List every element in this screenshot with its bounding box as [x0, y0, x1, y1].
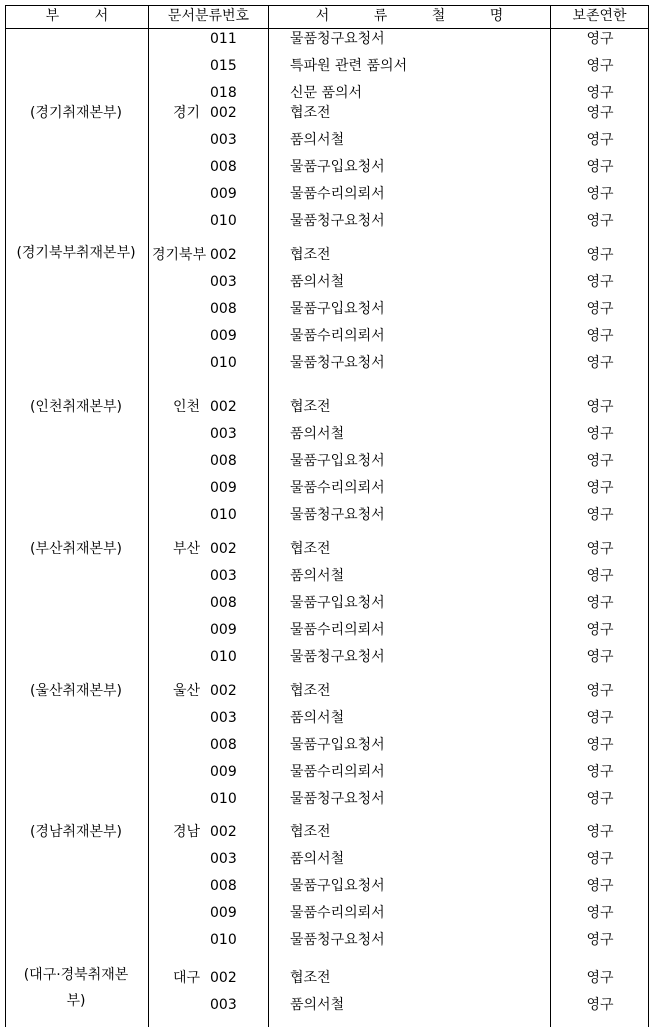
record-title: 협조전	[290, 105, 331, 121]
retention-period: 영구	[586, 905, 614, 921]
record-title: 품의서철	[290, 710, 345, 726]
record-title: 물품청구요청서	[290, 355, 385, 371]
record-title: 품의서철	[290, 851, 345, 867]
class-code: 010	[210, 932, 237, 948]
class-code: 003	[210, 274, 237, 290]
retention-period: 영구	[586, 878, 614, 894]
class-code: 003	[210, 851, 237, 867]
department-name: (경기취재본부)	[29, 105, 123, 121]
header-class-no: 문서분류번호	[167, 8, 250, 24]
record-title: 물품수리의뢰서	[290, 480, 385, 496]
record-title: 협조전	[290, 541, 331, 557]
record-title: 물품구입요청서	[290, 301, 385, 317]
class-category: 대구	[172, 970, 200, 986]
class-code: 011	[210, 31, 237, 47]
retention-period: 영구	[586, 274, 614, 290]
class-code: 003	[210, 997, 237, 1013]
retention-period: 영구	[586, 480, 614, 496]
retention-period: 영구	[586, 159, 614, 175]
retention-period: 영구	[586, 426, 614, 442]
table-border-top	[5, 5, 649, 6]
retention-period: 영구	[586, 970, 614, 986]
class-code: 009	[210, 480, 237, 496]
retention-period: 영구	[586, 683, 614, 699]
column-divider	[268, 5, 269, 1027]
retention-period: 영구	[586, 453, 614, 469]
record-title: 물품청구요청서	[290, 31, 385, 47]
class-category: 경기북부	[152, 247, 207, 263]
class-code: 010	[210, 791, 237, 807]
retention-period: 영구	[586, 213, 614, 229]
retention-period: 영구	[586, 932, 614, 948]
class-code: 008	[210, 453, 237, 469]
class-code: 008	[210, 159, 237, 175]
retention-period: 영구	[586, 851, 614, 867]
class-code: 010	[210, 649, 237, 665]
record-title: 물품수리의뢰서	[290, 186, 385, 202]
department-name: (대구·경북취재본부)	[23, 967, 129, 1009]
record-title: 물품구입요청서	[290, 453, 385, 469]
retention-period: 영구	[586, 541, 614, 557]
record-title: 품의서철	[290, 997, 345, 1013]
record-title: 물품청구요청서	[290, 507, 385, 523]
retention-period: 영구	[586, 132, 614, 148]
department-name: (인천취재본부)	[29, 399, 123, 415]
class-code: 018	[210, 85, 237, 101]
class-code: 008	[210, 878, 237, 894]
record-title: 협조전	[290, 399, 331, 415]
class-code: 003	[210, 710, 237, 726]
record-title: 협조전	[290, 683, 331, 699]
record-title: 물품구입요청서	[290, 159, 385, 175]
class-category: 경기	[172, 105, 200, 121]
class-code: 009	[210, 328, 237, 344]
retention-period: 영구	[586, 58, 614, 74]
retention-period: 영구	[586, 649, 614, 665]
class-code: 010	[210, 355, 237, 371]
header-dept: 부 서	[45, 8, 109, 24]
class-code: 003	[210, 426, 237, 442]
class-code: 009	[210, 186, 237, 202]
record-title: 물품수리의뢰서	[290, 905, 385, 921]
department-name: (부산취재본부)	[29, 541, 123, 557]
class-code: 002	[210, 105, 237, 121]
record-title: 물품청구요청서	[290, 213, 385, 229]
department-name: (경남취재본부)	[29, 824, 123, 840]
record-title: 협조전	[290, 824, 331, 840]
department-name: (경기북부취재본부)	[16, 245, 136, 261]
record-title: 물품청구요청서	[290, 791, 385, 807]
retention-period: 영구	[586, 737, 614, 753]
class-code: 008	[210, 595, 237, 611]
class-code: 010	[210, 507, 237, 523]
record-title: 물품수리의뢰서	[290, 764, 385, 780]
retention-period: 영구	[586, 105, 614, 121]
retention-period: 영구	[586, 247, 614, 263]
record-title: 품의서철	[290, 568, 345, 584]
class-code: 015	[210, 58, 237, 74]
record-title: 물품청구요청서	[290, 649, 385, 665]
record-title: 특파원 관련 품의서	[290, 58, 408, 74]
class-code: 002	[210, 824, 237, 840]
header-divider	[5, 28, 649, 29]
record-title: 협조전	[290, 970, 331, 986]
class-code: 002	[210, 399, 237, 415]
record-title: 물품구입요청서	[290, 878, 385, 894]
column-divider	[550, 5, 551, 1027]
retention-period: 영구	[586, 328, 614, 344]
record-title: 물품수리의뢰서	[290, 622, 385, 638]
class-code: 002	[210, 247, 237, 263]
retention-period: 영구	[586, 997, 614, 1013]
table-border-left	[5, 5, 6, 1027]
record-title: 신문 품의서	[290, 85, 363, 101]
class-code: 009	[210, 764, 237, 780]
record-title: 협조전	[290, 247, 331, 263]
retention-period: 영구	[586, 31, 614, 47]
header-title: 서 류 철 명	[315, 8, 504, 24]
class-code: 003	[210, 568, 237, 584]
retention-period: 영구	[586, 301, 614, 317]
record-title: 품의서철	[290, 426, 345, 442]
retention-period: 영구	[586, 791, 614, 807]
class-code: 002	[210, 541, 237, 557]
retention-period: 영구	[586, 85, 614, 101]
class-code: 002	[210, 683, 237, 699]
class-code: 009	[210, 622, 237, 638]
table-border-right	[648, 5, 649, 1027]
class-category: 인천	[172, 399, 200, 415]
class-code: 008	[210, 737, 237, 753]
record-title: 물품구입요청서	[290, 737, 385, 753]
class-code: 003	[210, 132, 237, 148]
retention-period: 영구	[586, 764, 614, 780]
retention-period: 영구	[586, 622, 614, 638]
retention-period: 영구	[586, 507, 614, 523]
retention-period: 영구	[586, 710, 614, 726]
class-code: 008	[210, 301, 237, 317]
class-category: 경남	[172, 824, 200, 840]
retention-period: 영구	[586, 568, 614, 584]
class-code: 010	[210, 213, 237, 229]
retention-period: 영구	[586, 595, 614, 611]
header-period: 보존연한	[572, 8, 627, 24]
retention-period: 영구	[586, 355, 614, 371]
record-title: 품의서철	[290, 274, 345, 290]
department-name: (울산취재본부)	[29, 683, 123, 699]
class-category: 울산	[172, 683, 200, 699]
class-code: 009	[210, 905, 237, 921]
retention-period: 영구	[586, 186, 614, 202]
record-title: 물품수리의뢰서	[290, 328, 385, 344]
class-code: 002	[210, 970, 237, 986]
record-title: 품의서철	[290, 132, 345, 148]
record-title: 물품구입요청서	[290, 595, 385, 611]
retention-period: 영구	[586, 824, 614, 840]
record-title: 물품청구요청서	[290, 932, 385, 948]
class-category: 부산	[172, 541, 200, 557]
retention-period: 영구	[586, 399, 614, 415]
column-divider	[148, 5, 149, 1027]
